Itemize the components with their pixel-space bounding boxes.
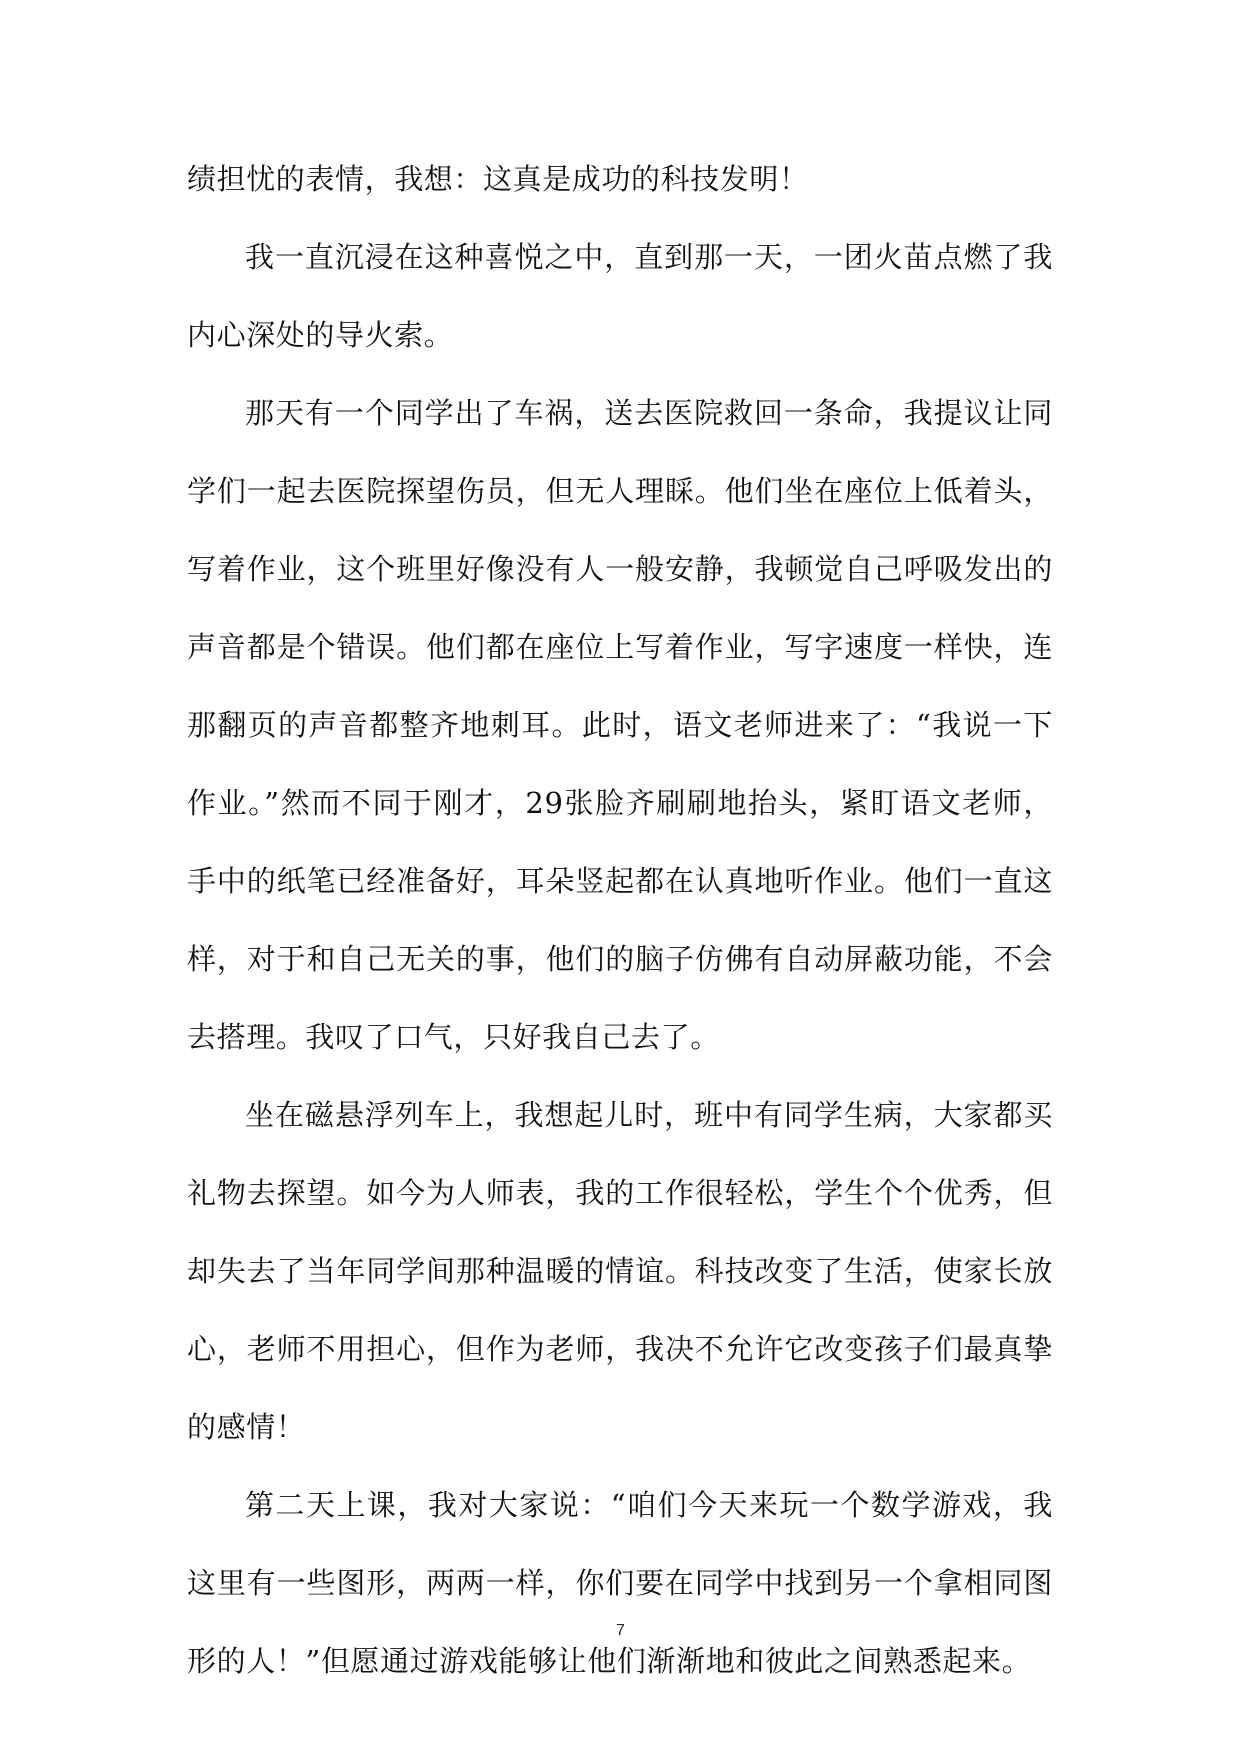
paragraph-continued: 绩担忧的表情，我想：这真是成功的科技发明！ xyxy=(187,162,809,196)
paragraph: 那天有一个同学出了车祸，送去医院救回一条命，我提议让同学们一起去医院探望伤员，但无人理睬。他们坐在座位上低着头，写着作业，这个班里好像没有人一般安静，我顿觉自己呼吸发出的声音都是个错误。他们都在座位上写着作业，写字速度一样快，连那翻页的声音都整齐地刺耳。此时，语文老师进来了：“我说一下作业。”然而不同于刚才，29张脸齐刷刷地抬头，紧盯语文老师，手中的纸笔已经准备好，耳朵竖起都在认真地听作业。他们一直这样，对于和自己无关的事，他们的脑子仿佛有自动屏蔽功能，不会去搭理。我叹了口气，只好我自己去了。 xyxy=(187,396,1053,1054)
paragraph: 坐在磁悬浮列车上，我想起儿时，班中有同学生病，大家都买礼物去探望。如今为人师表，我的工作很轻松，学生个个优秀，但却失去了当年同学间那种温暖的情谊。科技改变了生活，使家长放心，老师不用担心，但作为老师，我决不允许它改变孩子们最真挚的感情！ xyxy=(187,1098,1053,1444)
paragraph: 我一直沉浸在这种喜悦之中，直到那一天，一团火苗点燃了我内心深处的导火索。 xyxy=(187,240,1053,352)
page-number: 7 xyxy=(616,1622,625,1639)
paragraph: 第二天上课，我对大家说：“咱们今天来玩一个数学游戏，我这里有一些图形，两两一样，你们要在同学中找到另一个拿相同图形的人！”但愿通过游戏能够让他们渐渐地和彼此之间熟悉起来。 xyxy=(187,1488,1053,1678)
body-text xyxy=(187,140,1053,1700)
